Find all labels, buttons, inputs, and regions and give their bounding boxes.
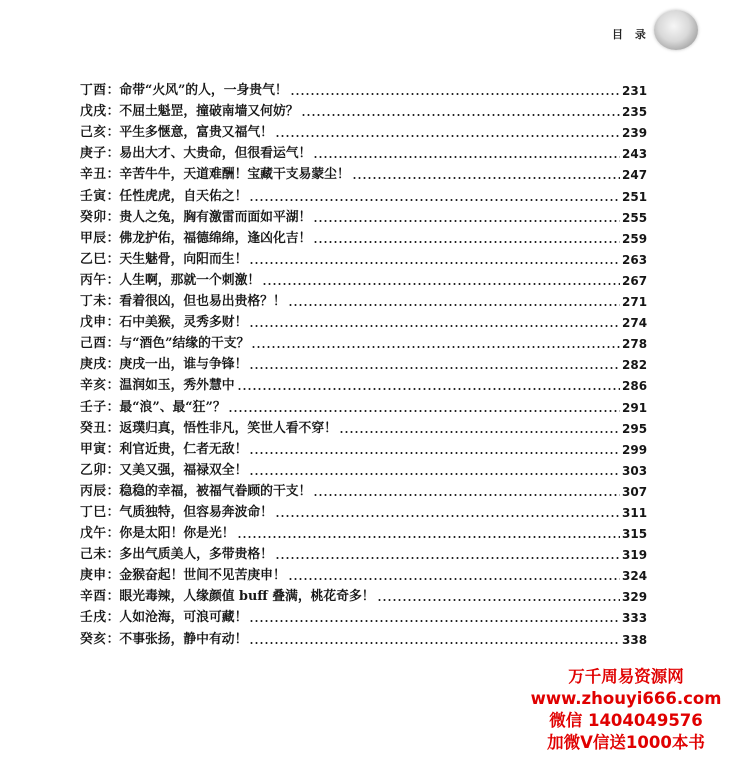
toc-entry-colon: ：: [106, 104, 120, 120]
watermark-promo: 加微V信送1000本书: [547, 733, 705, 752]
toc-entry: [80, 289, 646, 310]
toc-entry-colon: ：: [106, 378, 120, 394]
toc-entry-colon: ：: [106, 209, 120, 225]
toc-entry-dot-leader: [288, 304, 620, 306]
toc-entry-page-number: 251: [622, 189, 648, 204]
toc-entry-colon: ：: [106, 230, 120, 246]
toc-entry-ganzhi: 甲辰: [80, 230, 107, 246]
toc-entry-title: 易出大才、大贵命，但很看运气！: [119, 146, 312, 162]
toc-entry: [80, 500, 646, 521]
toc-entry-colon: ：: [106, 188, 120, 204]
toc-entry-ganzhi: 丙辰: [80, 483, 107, 499]
toc-entry-ganzhi: 庚子: [80, 146, 107, 162]
toc-entry: [80, 141, 646, 162]
watermark-wechat: 微信 1404049576: [549, 711, 703, 730]
seal-ornament-icon: [654, 10, 698, 50]
toc-entry-dot-leader: [377, 599, 620, 601]
toc-entry-colon: ：: [106, 568, 120, 584]
toc-entry-page-number: 267: [622, 273, 648, 288]
toc-entry-colon: ：: [106, 589, 120, 605]
toc-entry-ganzhi: 己亥: [80, 125, 107, 141]
toc-entry: [80, 458, 646, 479]
toc-entry-page-number: 311: [622, 505, 648, 520]
toc-entry: [80, 605, 646, 626]
toc-entry-dot-leader: [313, 494, 620, 496]
toc-entry-dot-leader: [352, 177, 620, 179]
toc-entry: [80, 542, 646, 563]
toc-entry-ganzhi: 庚戌: [80, 357, 107, 373]
toc-entry: [80, 78, 646, 99]
toc-entry: [80, 626, 646, 647]
toc-entry-page-number: 235: [622, 105, 648, 120]
toc-entry-colon: ：: [106, 526, 120, 542]
toc-entry-title: 平生多惬意，富贵又福气！: [119, 125, 273, 141]
toc-entry-colon: ：: [106, 251, 120, 267]
toc-entry: [80, 99, 646, 120]
toc-entry-ganzhi: 壬戌: [80, 610, 107, 626]
toc-entry-dot-leader: [249, 620, 620, 622]
toc-entry-title: 辛苦牛牛，天道难酬！宝藏干支易蒙尘！: [119, 167, 350, 183]
toc-entry-ganzhi: 乙巳: [80, 251, 107, 267]
toc-entry-dot-leader: [339, 431, 620, 433]
toc-entry-dot-leader: [237, 388, 620, 390]
toc-entry: [80, 521, 646, 542]
toc-entry-colon: ：: [106, 441, 120, 457]
toc-entry-dot-leader: [313, 220, 620, 222]
toc-entry-colon: ：: [106, 315, 120, 331]
toc-entry-dot-leader: [249, 325, 620, 327]
toc-entry-dot-leader: [275, 515, 620, 517]
watermark-site-name: 万千周易资源网: [568, 667, 684, 686]
toc-entry: [80, 373, 646, 394]
toc-entry-page-number: 315: [622, 527, 648, 542]
toc-entry-dot-leader: [275, 135, 620, 137]
toc-entry-dot-leader: [301, 114, 620, 116]
toc-entry-page-number: 255: [622, 210, 648, 225]
toc-entry-dot-leader: [249, 452, 620, 454]
toc-entry-dot-leader: [288, 578, 620, 580]
toc-entry: [80, 310, 646, 331]
toc-entry-title: 人如沧海，可浪可藏！: [119, 610, 248, 626]
toc-entry: [80, 162, 646, 183]
toc-entry-page-number: 282: [622, 358, 648, 373]
toc-entry-ganzhi: 癸丑: [80, 420, 107, 436]
toc-entry-page-number: 286: [622, 379, 648, 394]
toc-entry-title: 不屈土魁罡，撞破南墙又何妨？: [119, 104, 299, 120]
toc-entry-ganzhi: 丁酉: [80, 83, 107, 99]
toc-entry: [80, 120, 646, 141]
toc-entry-ganzhi: 癸卯: [80, 209, 107, 225]
toc-entry-dot-leader: [249, 642, 620, 644]
toc-entry-colon: ：: [106, 610, 120, 626]
toc-entry-title: 人生啊，那就一个刺激！: [119, 272, 261, 288]
toc-entry-page-number: 329: [622, 590, 648, 605]
toc-entry-ganzhi: 乙卯: [80, 462, 107, 478]
toc-entry: [80, 247, 646, 268]
toc-entry-title: 与“酒色”结缘的干支？: [119, 336, 250, 352]
toc-entry-colon: ：: [106, 462, 120, 478]
toc-entry-dot-leader: [313, 156, 620, 158]
toc-entry-colon: ：: [106, 294, 120, 310]
toc-entry-colon: ：: [106, 547, 120, 563]
toc-entry: [80, 183, 646, 204]
toc-entry-ganzhi: 甲寅: [80, 441, 107, 457]
toc-entry-dot-leader: [249, 199, 620, 201]
toc-entry-ganzhi: 戊申: [80, 315, 107, 331]
toc-entry-page-number: 243: [622, 147, 648, 162]
toc-entry: [80, 205, 646, 226]
toc-entry: [80, 226, 646, 247]
toc-entry: [80, 394, 646, 415]
toc-entry-colon: ：: [106, 631, 120, 647]
toc-entry-title: 任性虎虎，自天佑之！: [119, 188, 248, 204]
toc-entry-colon: ：: [106, 83, 120, 99]
toc-entry-title: 庚戌一出，谁与争锋！: [119, 357, 248, 373]
toc-entry: [80, 352, 646, 373]
toc-entry-title: 利官近贵，仁者无敌！: [119, 441, 248, 457]
toc-entry-dot-leader: [228, 410, 620, 412]
header-label: 目 录: [612, 28, 650, 41]
toc-list: [80, 78, 646, 648]
toc-entry-title: 最“浪”、最“狂”？: [119, 399, 226, 415]
toc-entry-title: 天生魅骨，向阳而生！: [119, 251, 248, 267]
toc-entry-colon: ：: [106, 125, 120, 141]
toc-entry-ganzhi: 戊戌: [80, 104, 107, 120]
toc-entry-page-number: 295: [622, 421, 648, 436]
toc-entry-ganzhi: 丙午: [80, 272, 107, 288]
toc-entry-ganzhi: 壬寅: [80, 188, 107, 204]
toc-entry-ganzhi: 戊午: [80, 526, 107, 542]
toc-entry-ganzhi: 癸亥: [80, 631, 107, 647]
toc-entry-ganzhi: 丁未: [80, 294, 107, 310]
toc-entry-dot-leader: [249, 262, 620, 264]
toc-entry-ganzhi: 辛丑: [80, 167, 107, 183]
toc-entry-dot-leader: [290, 93, 620, 95]
toc-entry-colon: ：: [106, 420, 120, 436]
toc-entry-dot-leader: [237, 536, 620, 538]
toc-entry-ganzhi: 丁巳: [80, 504, 107, 520]
toc-entry-colon: ：: [106, 167, 120, 183]
toc-entry-title: 温润如玉，秀外慧中: [119, 378, 235, 394]
toc-entry-page-number: 259: [622, 231, 648, 246]
toc-entry: [80, 437, 646, 458]
toc-entry-page-number: 299: [622, 442, 648, 457]
toc-entry-ganzhi: 壬子: [80, 399, 107, 415]
toc-entry-ganzhi: 己未: [80, 547, 107, 563]
toc-entry: [80, 584, 646, 605]
toc-entry-title: 贵人之兔，胸有激雷而面如平湖！: [119, 209, 312, 225]
toc-entry-ganzhi: 辛亥: [80, 378, 107, 394]
toc-entry: [80, 416, 646, 437]
toc-entry-title: 不事张扬，静中有动！: [119, 631, 248, 647]
toc-entry-title: 你是太阳！你是光！: [119, 526, 235, 542]
toc-entry-colon: ：: [106, 504, 120, 520]
toc-entry-title: 命带“火风”的人，一身贵气！: [119, 83, 288, 99]
toc-entry: [80, 331, 646, 352]
toc-entry-page-number: 231: [622, 84, 648, 99]
toc-entry-dot-leader: [249, 473, 620, 475]
toc-entry-title: 返璞归真，悟性非凡，笑世人看不穿！: [119, 420, 337, 436]
toc-entry-dot-leader: [313, 241, 620, 243]
toc-entry-ganzhi: 辛酉: [80, 589, 107, 605]
toc-entry-title: 金猴奋起！世间不见苦庚申！: [119, 568, 286, 584]
toc-entry-page-number: 239: [622, 126, 648, 141]
toc-entry-title: 看着很凶，但也易出贵格？！: [119, 294, 286, 310]
toc-entry-title: 气质独特，但容易奔波命！: [119, 504, 273, 520]
toc-entry-dot-leader: [251, 346, 620, 348]
toc-entry-title: 多出气质美人，多带贵格！: [119, 547, 273, 563]
toc-entry-page-number: 247: [622, 168, 648, 183]
toc-entry-title: 佛龙护佑，福德绵绵，逢凶化吉！: [119, 230, 312, 246]
toc-entry-colon: ：: [106, 357, 120, 373]
toc-entry: [80, 479, 646, 500]
toc-entry-page-number: 338: [622, 632, 648, 647]
toc-entry-page-number: 303: [622, 463, 648, 478]
watermark: [506, 666, 746, 754]
toc-entry-dot-leader: [262, 283, 620, 285]
toc-entry-page-number: 319: [622, 548, 648, 563]
toc-entry-page-number: 307: [622, 484, 648, 499]
toc-entry-title: 石中美猴，灵秀多财！: [119, 315, 248, 331]
toc-entry-title: 眼光毒辣，人缘颜值 buff 叠满，桃花奇多！: [119, 589, 375, 605]
toc-entry-page-number: 291: [622, 400, 648, 415]
toc-entry-page-number: 263: [622, 252, 648, 267]
toc-entry-colon: ：: [106, 272, 120, 288]
toc-entry-dot-leader: [249, 367, 620, 369]
toc-entry-colon: ：: [106, 146, 120, 162]
toc-entry-colon: ：: [106, 483, 120, 499]
toc-entry-ganzhi: 己酉: [80, 336, 107, 352]
toc-entry-page-number: 333: [622, 611, 648, 626]
toc-entry-page-number: 278: [622, 337, 648, 352]
toc-entry-dot-leader: [275, 557, 620, 559]
toc-entry-ganzhi: 庚申: [80, 568, 107, 584]
toc-entry-title: 稳稳的幸福，被福气眷顾的干支！: [119, 483, 312, 499]
toc-entry: [80, 268, 646, 289]
toc-entry-page-number: 271: [622, 295, 648, 310]
toc-entry: [80, 563, 646, 584]
toc-entry-colon: ：: [106, 336, 120, 352]
toc-entry-page-number: 274: [622, 316, 648, 331]
toc-entry-page-number: 324: [622, 569, 648, 584]
toc-entry-title: 又美又强，福禄双全！: [119, 462, 248, 478]
toc-entry-colon: ：: [106, 399, 120, 415]
watermark-url: www.zhouyi666.com: [530, 689, 722, 708]
